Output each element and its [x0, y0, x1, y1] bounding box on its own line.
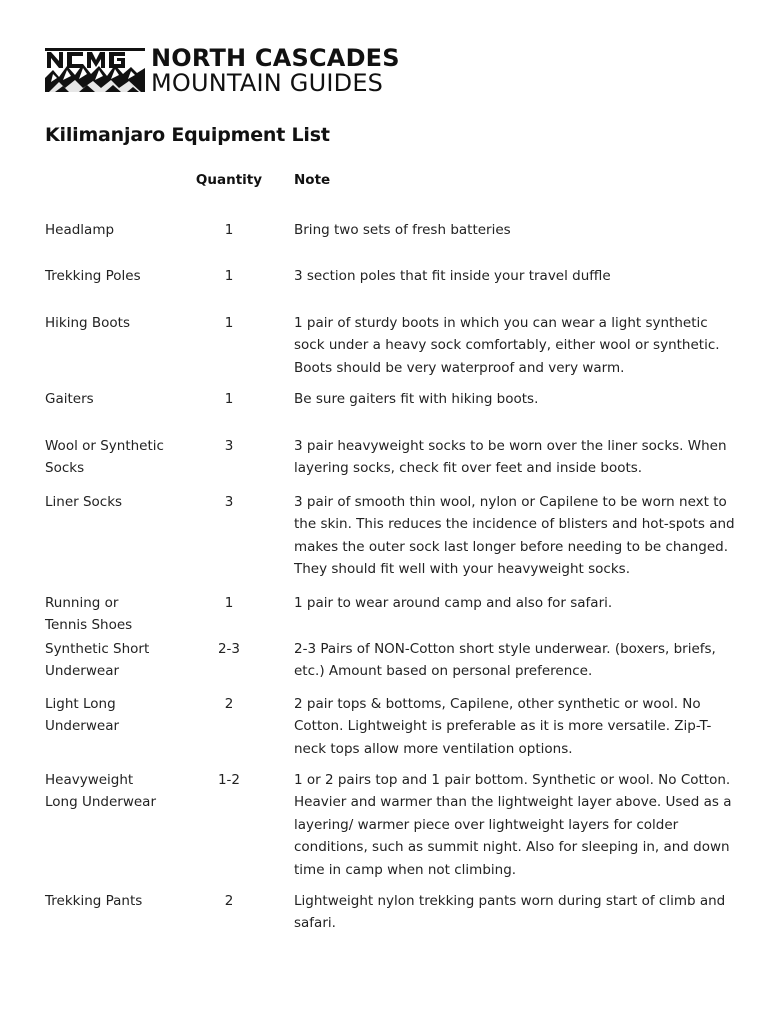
item-name: Wool or Synthetic Socks — [45, 438, 164, 477]
logo-text-north-cascades: NORTH CASCADES — [151, 43, 400, 72]
item-note: 1 pair of sturdy boots in which you can wear a light synthetic sock under a heavy sock comfortably, either wool or synthetic. Boots should be very waterproof and very warm. — [294, 315, 720, 376]
column-header-note: Note — [294, 172, 331, 188]
item-name: Running or Tennis Shoes — [45, 595, 133, 634]
item-note: 2-3 Pairs of NON-Cotton short style underwear. (boxers, briefs, etc.) Amount based on personal preference. — [294, 641, 716, 680]
item-quantity: 1 — [224, 595, 234, 611]
item-quantity: 1-2 — [217, 772, 241, 788]
item-name: Gaiters — [45, 391, 94, 407]
item-note: Be sure gaiters fit with hiking boots. — [294, 391, 539, 407]
item-note: 1 pair to wear around camp and also for safari. — [294, 595, 613, 611]
company-logo — [45, 43, 400, 97]
item-quantity: 2 — [224, 893, 234, 909]
equipment-table — [45, 172, 740, 932]
item-name: Trekking Pants — [45, 893, 143, 909]
item-quantity: 3 — [224, 494, 234, 510]
item-note: Bring two sets of fresh batteries — [294, 222, 511, 238]
item-name: Liner Socks — [45, 494, 123, 510]
item-quantity: 2-3 — [217, 641, 241, 657]
table-header-row — [45, 172, 740, 194]
item-quantity: 3 — [224, 438, 234, 454]
logo-text-mountain-guides: MOUNTAIN GUIDES — [151, 68, 384, 97]
item-quantity: 2 — [224, 696, 234, 712]
item-note: 3 pair of smooth thin wool, nylon or Capilene to be worn next to the skin. This reduces the incidence of blisters and hot-spots and makes the outer sock last longer before needing to be changed. They should fit well with your heavyweight socks. — [294, 494, 735, 578]
item-note: Lightweight nylon trekking pants worn during start of climb and safari. — [294, 893, 726, 932]
item-quantity: 1 — [224, 391, 234, 407]
item-quantity: 1 — [224, 222, 234, 238]
item-name: Trekking Poles — [45, 268, 141, 284]
column-header-quantity: Quantity — [195, 172, 263, 188]
item-quantity: 1 — [224, 268, 234, 284]
item-note: 2 pair tops & bottoms, Capilene, other synthetic or wool. No Cotton. Lightweight is preferable as it is more versatile. Zip-T-neck tops allow more ventilation options. — [294, 696, 712, 757]
item-note: 3 pair heavyweight socks to be worn over the liner socks. When layering socks, check fit over feet and inside boots. — [294, 438, 727, 477]
document-title: Kilimanjaro Equipment List — [45, 124, 330, 146]
item-note: 1 or 2 pairs top and 1 pair bottom. Synthetic or wool. No Cotton. Heavier and warmer than the lightweight layer above. Used as a layering/ warmer piece over lightweight layers for colder conditions, such as summit night. Also for sleeping in, and down time in camp when not climbing. — [294, 772, 732, 878]
item-name: Headlamp — [45, 222, 115, 238]
item-name: Hiking Boots — [45, 315, 130, 331]
item-note: 3 section poles that fit inside your travel duffle — [294, 268, 611, 284]
item-quantity: 1 — [224, 315, 234, 331]
item-name: Synthetic Short Underwear — [45, 641, 150, 680]
ncmg-mountain-logo-icon — [45, 48, 145, 92]
item-name: Heavyweight Long Underwear — [45, 772, 156, 811]
item-name: Light Long Underwear — [45, 696, 120, 735]
